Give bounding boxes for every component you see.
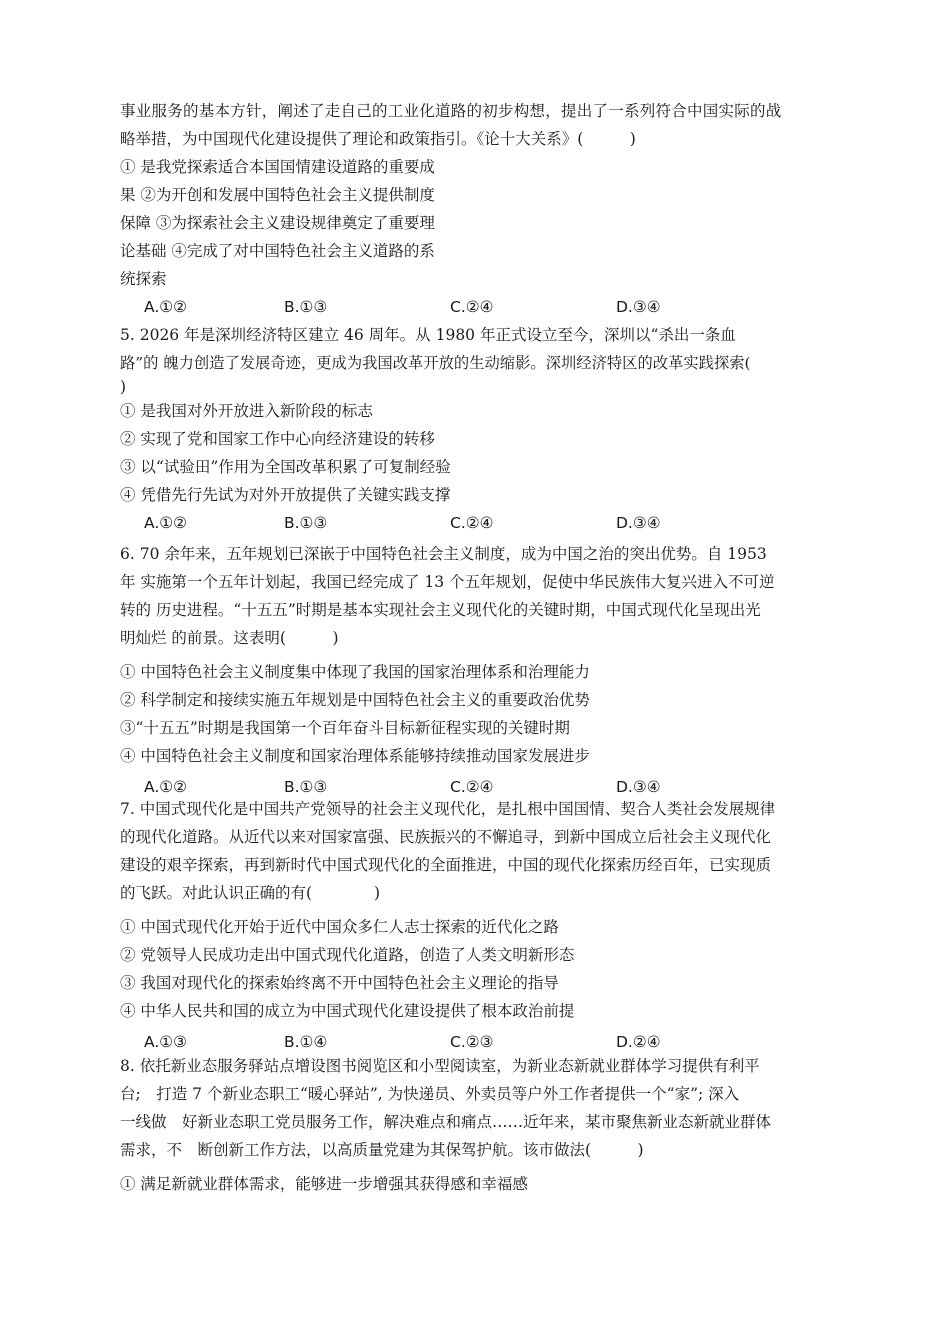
stem-line: 6. 70 余年来，五年规划已深嵌于中国特色社会主义制度，成为中国之治的突出优势。自 1953 (120, 545, 767, 563)
stem-line: 的现代化道路。从近代以来对国家富强、民族振兴的不懈追寻，到新中国成立后社会主义现代化 (120, 828, 772, 846)
stem-line: 5. 2026 年是深圳经济特区建立 46 周年。从 1980 年正式设立至今，深圳以“杀出一条血 (120, 326, 736, 344)
option-c[interactable]: C.②④ (450, 298, 494, 316)
stem-line: 路”的 魄力创造了发展奇迹，更成为我国改革开放的生动缩影。深圳经济特区的改革实践探索( (120, 354, 751, 372)
stem-line: 转的 历史进程。“十五五”时期是基本实现社会主义现代化的关键时期，中国式现代化呈现出光 (120, 601, 761, 619)
stem-line: 略举措，为中国现代化建设提供了理论和政策指引。《论十大关系》( ) (120, 130, 636, 148)
stem-line: 的飞跃。对此认识正确的有( ) (120, 884, 381, 902)
statement-line: ① 是我国对外开放进入新阶段的标志 (120, 402, 373, 420)
statement-line: ③ 我国对现代化的探索始终离不开中国特色社会主义理论的指导 (120, 974, 559, 992)
statement-line: 保障 ③为探索社会主义建设规律奠定了重要理 (120, 214, 435, 232)
stem-line: 7. 中国式现代化是中国共产党领导的社会主义现代化，是扎根中国国情、契合人类社会发展规律 (120, 800, 776, 818)
stem-line: 台; 打造 7 个新业态职工“暖心驿站”, 为快递员、外卖员等户外工作者提供一个“家”; 深入 (120, 1085, 740, 1103)
stem-line: 需求，不 断创新工作方法，以高质量党建为其保驾护航。该市做法( ) (120, 1141, 644, 1159)
answer-options (120, 509, 840, 537)
statement-line: ② 实现了党和国家工作中心向经济建设的转移 (120, 430, 435, 448)
option-a[interactable]: A.①② (144, 778, 188, 796)
stem-line: 8. 依托新业态服务驿站点增设图书阅览区和小型阅读室，为新业态新就业群体学习提供有利平 (120, 1057, 760, 1075)
option-b[interactable]: B.①③ (284, 298, 328, 316)
option-b[interactable]: B.①④ (284, 1033, 328, 1051)
option-b[interactable]: B.①③ (284, 778, 328, 796)
option-a[interactable]: A.①③ (144, 1033, 188, 1051)
option-d[interactable]: D.③④ (616, 298, 661, 316)
statement-line: ④ 中华人民共和国的成立为中国式现代化建设提供了根本政治前提 (120, 1002, 575, 1020)
stem-line: 建设的艰辛探索，再到新时代中国式现代化的全面推进，中国的现代化探索历经百年，已实现质 (120, 856, 772, 874)
statement-line: ① 中国特色社会主义制度集中体现了我国的国家治理体系和治理能力 (120, 663, 590, 681)
question-5 (120, 321, 840, 537)
question-6 (120, 540, 840, 801)
statement-line: ① 满足新就业群体需求，能够进一步增强其获得感和幸福感 (120, 1175, 528, 1193)
statement-line: ② 科学制定和接续实施五年规划是中国特色社会主义的重要政治优势 (120, 691, 590, 709)
option-a[interactable]: A.①② (144, 514, 188, 532)
statement-line: 果 ②为开创和发展中国特色社会主义提供制度 (120, 186, 435, 204)
statement-line: ③“十五五”时期是我国第一个百年奋斗目标新征程实现的关键时期 (120, 719, 570, 737)
statement-line: 论基础 ④完成了对中国特色社会主义道路的系 (120, 242, 435, 260)
stem-line: ) (120, 378, 127, 396)
option-c[interactable]: C.②④ (450, 514, 494, 532)
stem-line: 事业服务的基本方针，阐述了走自己的工业化道路的初步构想，提出了一系列符合中国实际的战 (120, 102, 782, 120)
option-a[interactable]: A.①② (144, 298, 188, 316)
statement-line: 统探索 (120, 270, 167, 288)
question-8 (120, 1052, 840, 1198)
option-d[interactable]: D.②④ (616, 1033, 661, 1051)
question-4-tail (120, 97, 840, 321)
statement-line: ④ 中国特色社会主义制度和国家治理体系能够持续推动国家发展进步 (120, 747, 590, 765)
option-d[interactable]: D.③④ (616, 514, 661, 532)
option-d[interactable]: D.③④ (616, 778, 661, 796)
statement-line: ③ 以“试验田”作用为全国改革积累了可复制经验 (120, 458, 451, 476)
statement-line: ④ 凭借先行先试为对外开放提供了关键实践支撑 (120, 486, 451, 504)
question-7 (120, 795, 840, 1056)
stem-line: 一线做 好新业态职工党员服务工作，解决难点和痛点……近年来，某市聚焦新业态新就业群体 (120, 1113, 772, 1131)
option-c[interactable]: C.②④ (450, 778, 494, 796)
option-b[interactable]: B.①③ (284, 514, 328, 532)
option-c[interactable]: C.②③ (450, 1033, 494, 1051)
answer-options (120, 293, 840, 321)
statement-line: ① 中国式现代化开始于近代中国众多仁人志士探索的近代化之路 (120, 918, 559, 936)
stem-line: 年 实施第一个五年计划起，我国已经完成了 13 个五年规划，促使中华民族伟大复兴进入不可逆 (120, 573, 775, 591)
stem-line: 明灿烂 的前景。这表明( ) (120, 629, 339, 647)
statement-line: ① 是我党探索适合本国国情建设道路的重要成 (120, 158, 435, 176)
statement-line: ② 党领导人民成功走出中国式现代化道路，创造了人类文明新形态 (120, 946, 575, 964)
